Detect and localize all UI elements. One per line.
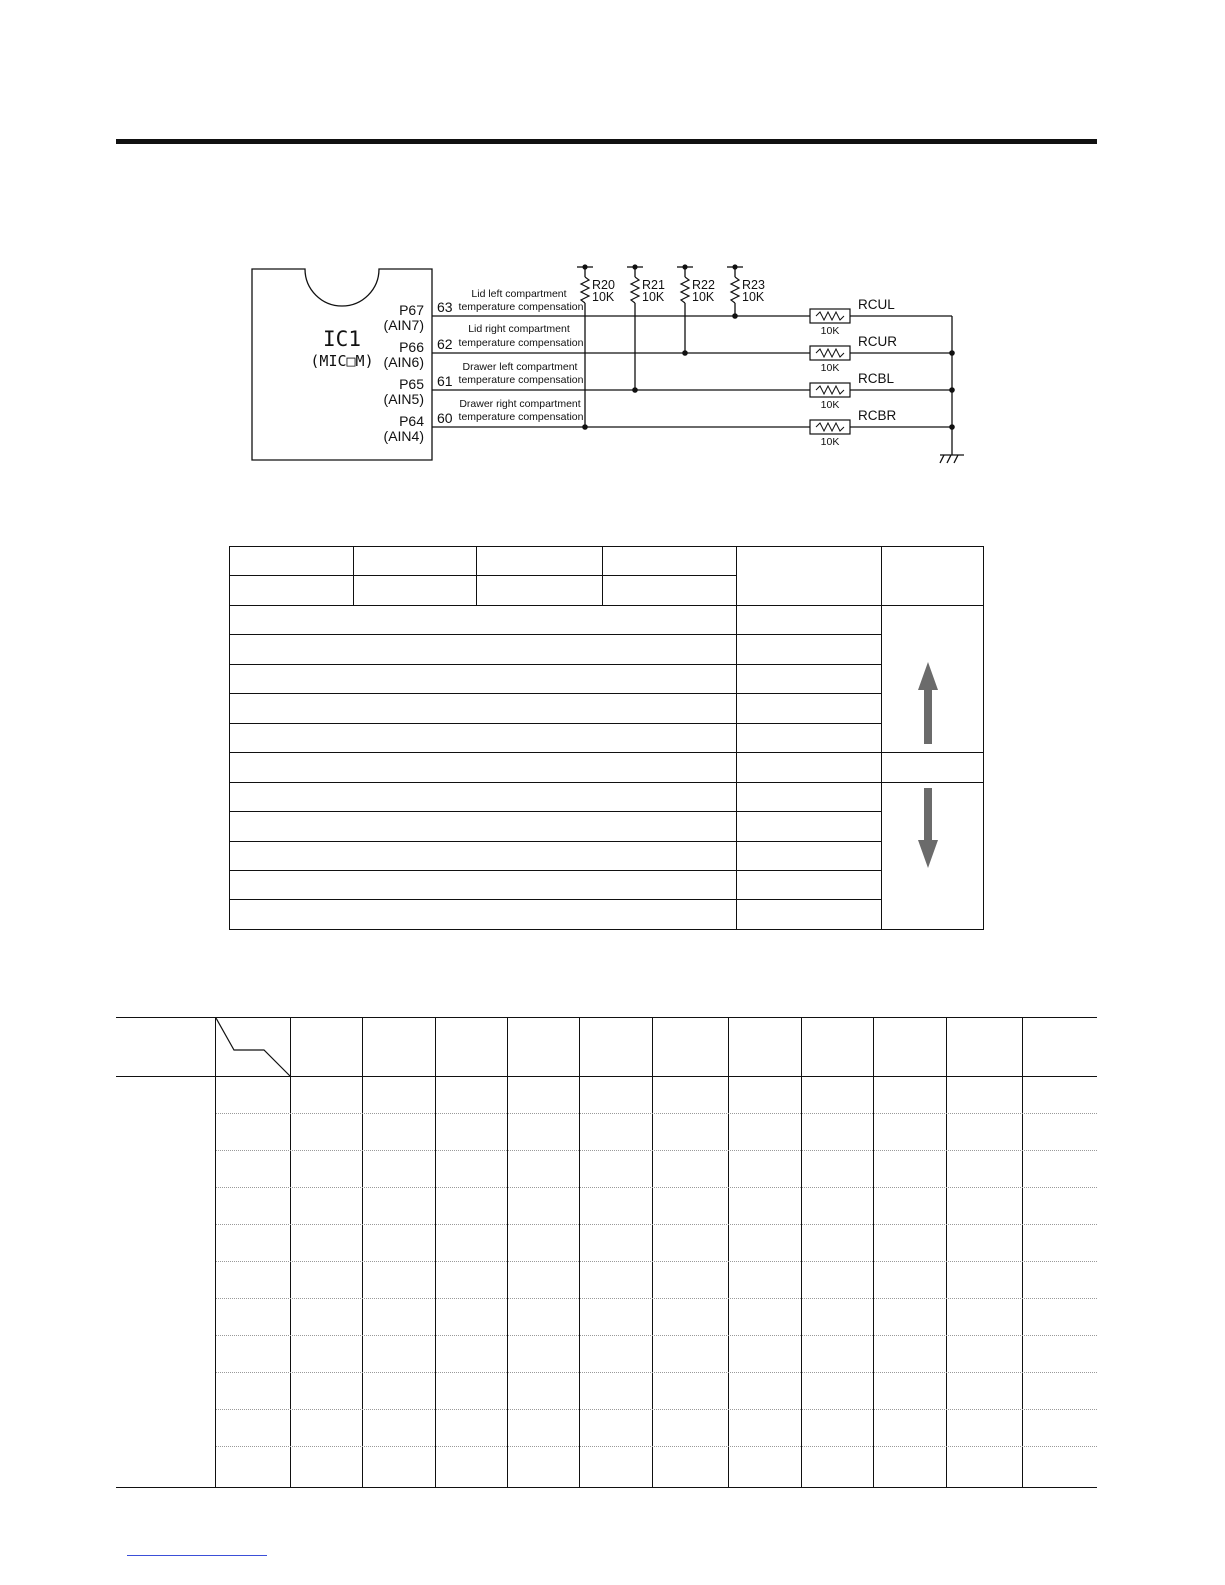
table-cell	[354, 547, 477, 576]
pin-port: P64	[399, 413, 424, 429]
table-row	[230, 812, 984, 841]
pin-number: 61	[437, 373, 453, 389]
pin-port: P65	[399, 376, 424, 392]
table-cell	[737, 782, 882, 811]
header-diagonal	[216, 1018, 291, 1078]
pullup-name: R21	[642, 278, 665, 292]
grid-column-line	[435, 1017, 436, 1487]
grid-row-line	[216, 1335, 1097, 1336]
grid-row-line	[216, 1224, 1097, 1225]
pin-port: P67	[399, 302, 424, 318]
table-row	[230, 841, 984, 870]
table-cell	[230, 576, 354, 605]
table-cell	[737, 900, 882, 930]
table-cell	[230, 723, 737, 752]
pullup-value: 10K	[742, 290, 765, 304]
sensor-name: RCUL	[858, 297, 895, 312]
grid-column-line	[290, 1017, 291, 1487]
grid-row-line	[216, 1298, 1097, 1299]
signal-label: Lid left compartment	[471, 288, 567, 300]
table-cell	[882, 547, 984, 606]
grid-column-line	[946, 1017, 947, 1487]
table-cell	[230, 812, 737, 841]
table-row	[230, 664, 984, 693]
table-cell	[230, 782, 737, 811]
table-cell	[737, 547, 882, 606]
grid-column-line	[1022, 1017, 1023, 1487]
ic-subtitle: (MIC□M)	[310, 352, 374, 370]
table-row	[230, 900, 984, 930]
pullup-name: R20	[592, 278, 615, 292]
table-cell	[230, 635, 737, 664]
sensor-value: 10K	[820, 399, 840, 411]
pullup-value: 10K	[692, 290, 715, 304]
sensor-value: 10K	[820, 436, 840, 448]
sensor-name: RCUR	[858, 334, 897, 349]
table-cell	[737, 723, 882, 752]
grid-column-line	[215, 1017, 216, 1487]
signal-label: temperature compensation	[458, 337, 584, 349]
table-cell	[354, 576, 477, 605]
table-cell	[230, 664, 737, 693]
sensor-name: RCBR	[858, 408, 897, 423]
table-cell	[477, 576, 603, 605]
pin-number: 63	[437, 299, 453, 315]
grid-row-line	[216, 1409, 1097, 1410]
pin-number: 62	[437, 336, 453, 352]
ground-icon	[940, 455, 964, 463]
sensor-value: 10K	[820, 362, 840, 374]
up-arrow-icon	[910, 660, 950, 746]
table-row	[230, 870, 984, 899]
table-cell	[737, 841, 882, 870]
table-cell	[230, 870, 737, 899]
table-cell	[230, 841, 737, 870]
down-arrow-icon	[910, 788, 950, 872]
grid-column-line	[579, 1017, 580, 1487]
schematic-diagram	[0, 0, 1225, 480]
table-cell	[737, 664, 882, 693]
grid-column-line	[362, 1017, 363, 1487]
grid-column-line	[652, 1017, 653, 1487]
link-underline[interactable]	[127, 1555, 267, 1556]
pin-number: 60	[437, 410, 453, 426]
pin-ain: (AIN6)	[383, 354, 424, 370]
pullup-value: 10K	[642, 290, 665, 304]
table-row	[230, 723, 984, 752]
grid-bottom-rule	[116, 1487, 1097, 1488]
signal-label: temperature compensation	[458, 374, 584, 386]
grid-column-line	[728, 1017, 729, 1487]
grid-row-line	[216, 1187, 1097, 1188]
table-cell	[737, 635, 882, 664]
table-cell	[603, 547, 737, 576]
pullup-name: R22	[692, 278, 715, 292]
table-cell	[230, 547, 354, 576]
table-cell	[737, 753, 882, 782]
sensor-name: RCBL	[858, 371, 895, 386]
pin-ain: (AIN5)	[383, 391, 424, 407]
table-cell	[737, 694, 882, 723]
table-cell	[477, 547, 603, 576]
grid-row-line	[216, 1150, 1097, 1151]
pullup-value: 10K	[592, 290, 615, 304]
grid-column-line	[507, 1017, 508, 1487]
signal-label: Lid right compartment	[468, 323, 570, 335]
pullup-name: R23	[742, 278, 765, 292]
table-cell	[882, 753, 984, 782]
table-cell	[230, 753, 737, 782]
signal-label: Drawer right compartment	[459, 398, 581, 410]
table-cell	[230, 605, 737, 634]
table-cell	[603, 576, 737, 605]
signal-label: Drawer left compartment	[462, 361, 578, 373]
sensor-value: 10K	[820, 325, 840, 337]
compensation-table	[229, 546, 984, 930]
grid-row-line	[216, 1261, 1097, 1262]
pin-ain: (AIN4)	[383, 428, 424, 444]
table-cell	[737, 870, 882, 899]
grid-column-line	[873, 1017, 874, 1487]
table-cell	[230, 694, 737, 723]
table-row	[230, 782, 984, 811]
grid-column-line	[801, 1017, 802, 1487]
signal-label: temperature compensation	[458, 411, 584, 423]
table-row	[230, 694, 984, 723]
grid-row-line	[216, 1113, 1097, 1114]
table-cell	[737, 812, 882, 841]
pin-ain: (AIN7)	[383, 317, 424, 333]
signal-label: temperature compensation	[458, 301, 584, 313]
table-row	[230, 635, 984, 664]
table-cell	[737, 605, 882, 634]
table-row	[230, 605, 984, 634]
table-cell	[230, 900, 737, 930]
ic-name: IC1	[323, 327, 361, 351]
table-row	[230, 753, 984, 782]
pin-port: P66	[399, 339, 424, 355]
table-row	[230, 547, 984, 576]
grid-row-line	[216, 1372, 1097, 1373]
grid-row-line	[216, 1446, 1097, 1447]
